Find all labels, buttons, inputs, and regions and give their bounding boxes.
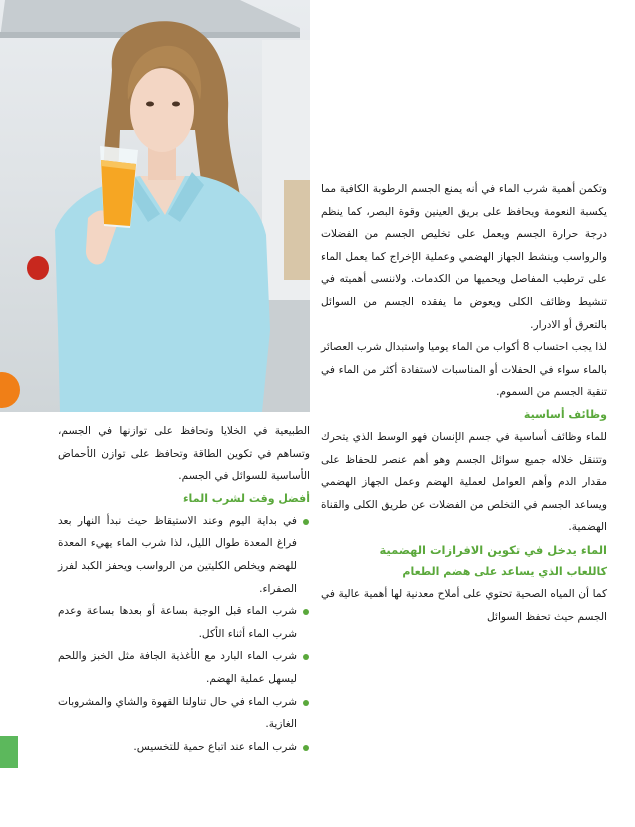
list-item: في بداية اليوم وعند الاستيقاظ حيث نبدأ النهار بعد فراغ المعدة طوال الليل، لذا شرب الماء يهيء المعدة للهضم ويخلص الكليتين من الرواسب ويحفز الكبد لفرز الصفراء. (58, 510, 310, 600)
minerals-paragraph: كما أن المياه الصحية تحتوي على أملاح معدنية لها أهمية عالية في الجسم حيث تحفظ السوائل (321, 587, 607, 623)
list-item: شرب الماء في حال تناولنا القهوة والشاي والمشروبات الغازية. (58, 691, 310, 736)
heading-saliva: كاللعاب الذي يساعد على هضم الطعام (402, 564, 607, 578)
continuation-paragraph: الطبيعية في الخلايا وتحافظ على توازنها في الجسم، وتساهم في تكوين الطاقة وتحافظ على توازن الأحماض الأساسية للسوائل في الجسم. (58, 425, 310, 483)
photo-illustration (0, 0, 310, 412)
list-item: شرب الماء البارد مع الأغذية الجافة مثل الخبز واللحم ليسهل عملية الهضم. (58, 645, 310, 690)
best-time-list (58, 510, 310, 759)
functions-paragraph: للماء وظائف أساسية في جسم الإنسان فهو الوسط الذي يتحرك وتتنقل خلاله جميع سوائل الجسم وهو أهم عنصر للحفاظ على مقدار الدم وأهم العوامل لعملية الهضم وعمل الجهاز الهضمي ويساعد الجسم في التخلص من الفضلات عن طريق الكلى والقناة الهضمية. (321, 430, 607, 534)
page-edge-tab (0, 736, 18, 768)
daily-water-paragraph: لذا يجب احتساب 8 أكواب من الماء يوميا واستبدال شرب العصائر بالماء سواء في الحفلات أو المناسبات لاستفادة أكثر من الماء في تنقية الجسم من السموم. (321, 341, 607, 399)
list-item: شرب الماء عند اتباع حمية للتخسيس. (58, 736, 310, 759)
heading-digestive-secretions: الماء يدخل في تكوين الافرازات الهضمية (379, 542, 607, 557)
left-column (58, 420, 310, 758)
list-item: شرب الماء قبل الوجبة بساعة أو بعدها بساعة وعدم شرب الماء أثناء الأكل. (58, 600, 310, 645)
right-column (321, 178, 607, 628)
heading-basic-functions: وظائف أساسية (523, 407, 607, 421)
intro-paragraph: وتكمن أهمية شرب الماء في أنه يمنع الجسم الرطوبة الكافية مما يكسبة النعومة ويحافظ على بريق العينين وقوة البصر، كما ينظم درجة حرارة الجسم ويعمل على تخليص الجسم من الفضلات والرواسب وينشط الجهاز الهضمي وعملية الإخراج كما يعمل الماء على ترطيب المفاصل ويحميها من الكدمات. ولاننسى أهميته في تنشيط وظائف الكلى ويعوض ما يفقده الجسم من السوائل بالتعرق أو الادرار. (321, 183, 607, 331)
heading-best-time: أفضل وقت لشرب الماء (182, 491, 310, 505)
woman-drinking-juice-photo (0, 0, 310, 412)
